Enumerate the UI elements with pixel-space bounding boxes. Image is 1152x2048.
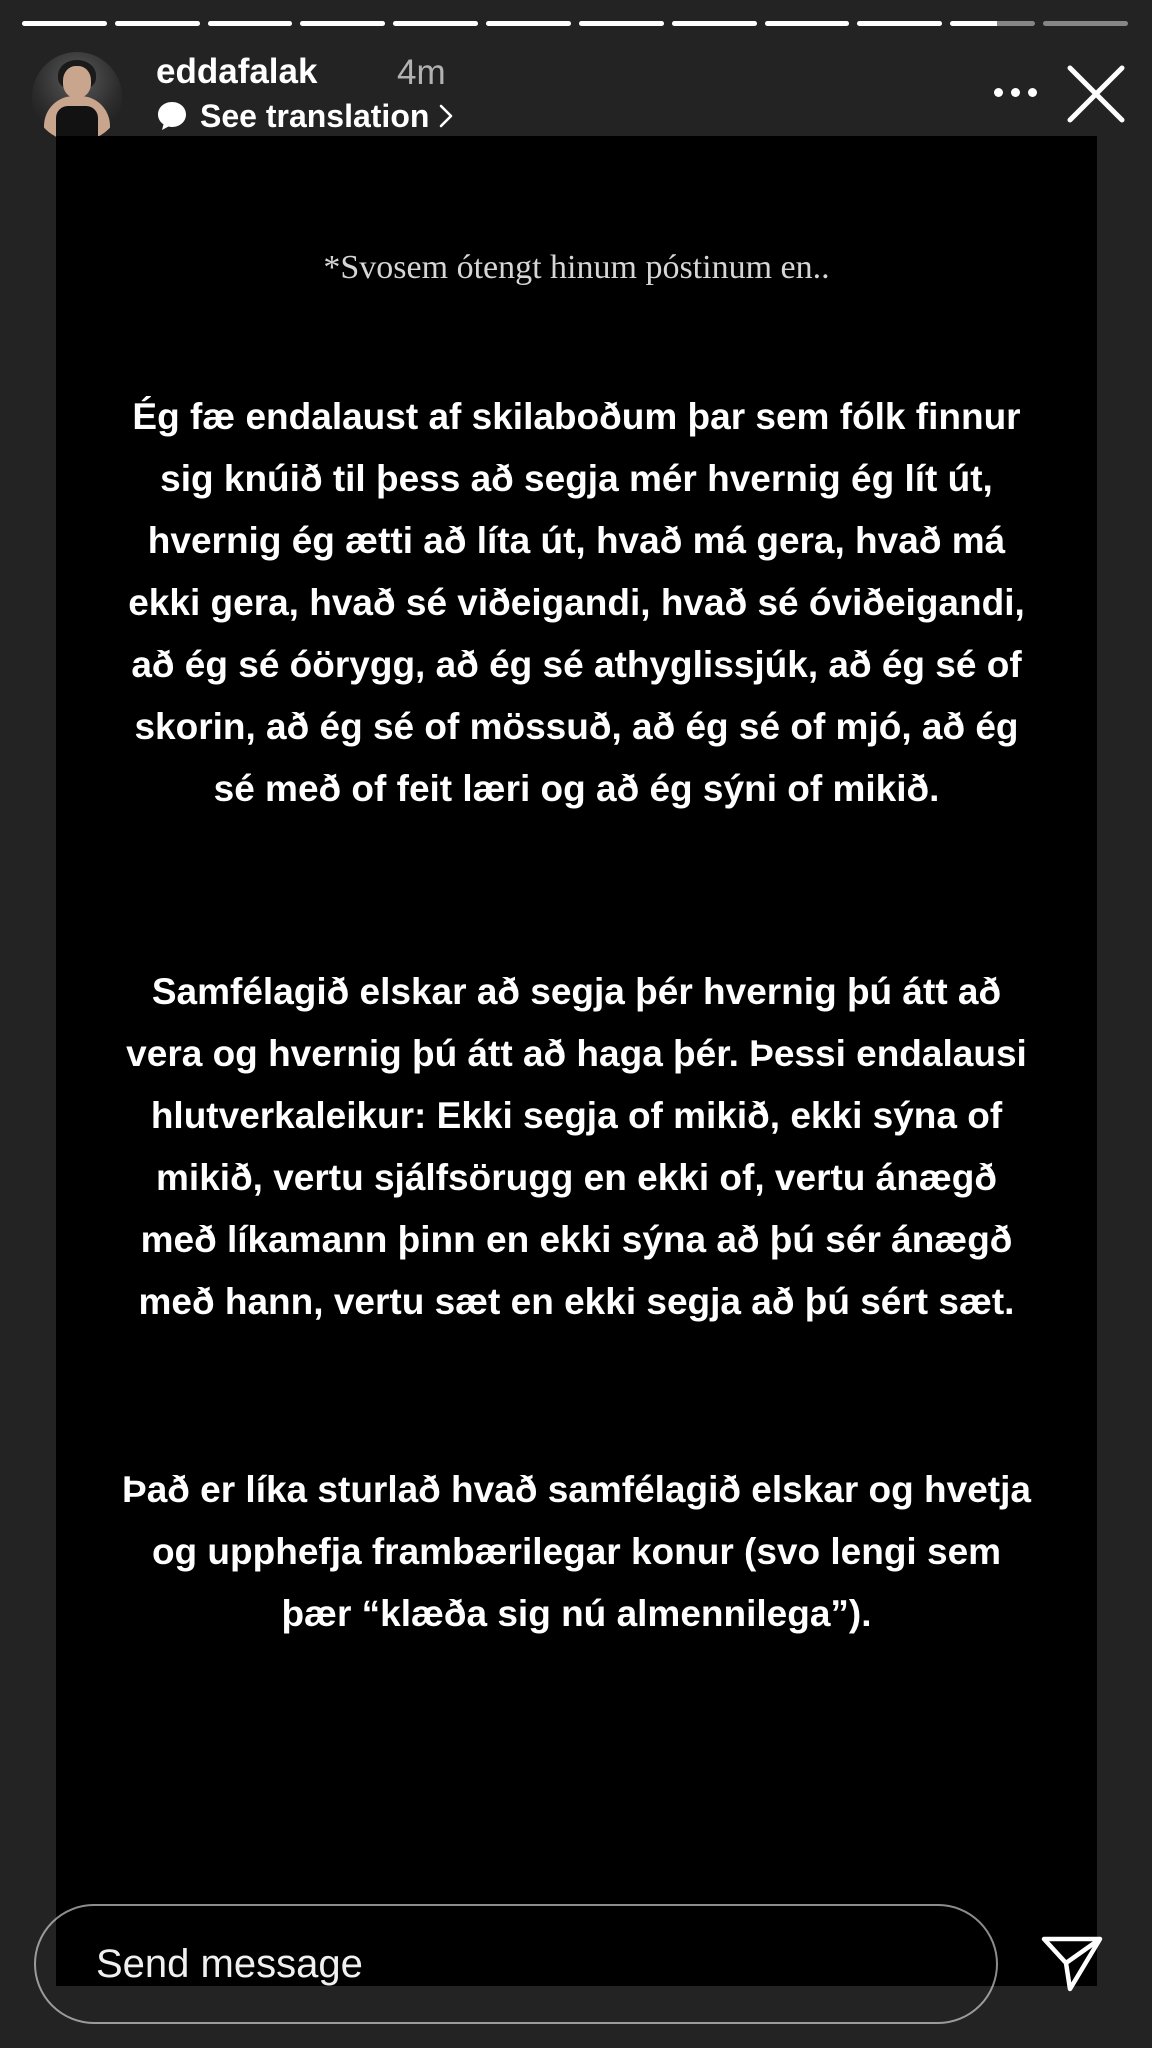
see-translation-button[interactable] [156,96,453,136]
story-content[interactable] [56,136,1097,1986]
story-paragraph: Það er líka sturlað hvað samfélagið elskar og hvetja og upphefja frambærilegar konur (svo lengi sem þær “klæða sig nú almennilega”). [122,1469,1031,1634]
message-bar [34,1904,998,2024]
chevron-right-icon [439,104,453,128]
see-translation-label: See translation [200,97,430,134]
more-options-icon[interactable] [994,88,1040,100]
story-paragraph: Ég fæ endalaust af skilaboðum þar sem fólk finnur sig knúið til þess að segja mér hvernig ég lít út, hvernig ég ætti að líta út, hvað má gera, hvað má ekki gera, hvað sé viðeigandi, hvað sé óviðeigandi, að ég sé óörygg, að ég sé athyglissjúk, að ég sé of skorin, að ég sé of mössuð, að ég sé of mjó, að ég sé með of feit læri og að ég sýni of mikið. [128,396,1025,809]
progress-segment-1 [22,21,107,26]
progress-segment-7 [579,21,664,26]
progress-segment-9 [765,21,850,26]
avatar[interactable] [32,52,122,142]
progress-segment-11 [950,21,1035,26]
progress-segment-2 [115,21,200,26]
progress-segment-6 [486,21,571,26]
progress-segment-4 [300,21,385,26]
story-progress-bar [22,21,1128,26]
progress-segment-8 [672,21,757,26]
progress-segment-3 [208,21,293,26]
username[interactable]: eddafalak [156,52,318,91]
progress-segment-10 [857,21,942,26]
speech-bubble-icon [156,100,188,132]
story-header [32,48,1152,140]
story-paragraph: Samfélagið elskar að segja þér hvernig þú átt að vera og hvernig þú átt að haga þér. Þessi endalausi hlutverkaleikur: Ekki segja of mikið, ekki sýna of mikið, vertu sjálfsörugg en ekki of, vertu ánægð með líkamann þinn en ekki sýna að þú sér ánægð með hann, vertu sæt en ekki segja að þú sért sæt. [126,971,1027,1322]
post-time: 4m [397,53,446,92]
progress-segment-12 [1043,21,1128,26]
story-intro-text: *Svosem ótengt hinum póstinum en.. [323,249,830,286]
progress-segment-5 [393,21,478,26]
send-message-input[interactable] [94,1941,996,1988]
send-paper-plane-icon[interactable] [1040,1933,1104,1993]
close-icon[interactable] [1066,64,1126,124]
